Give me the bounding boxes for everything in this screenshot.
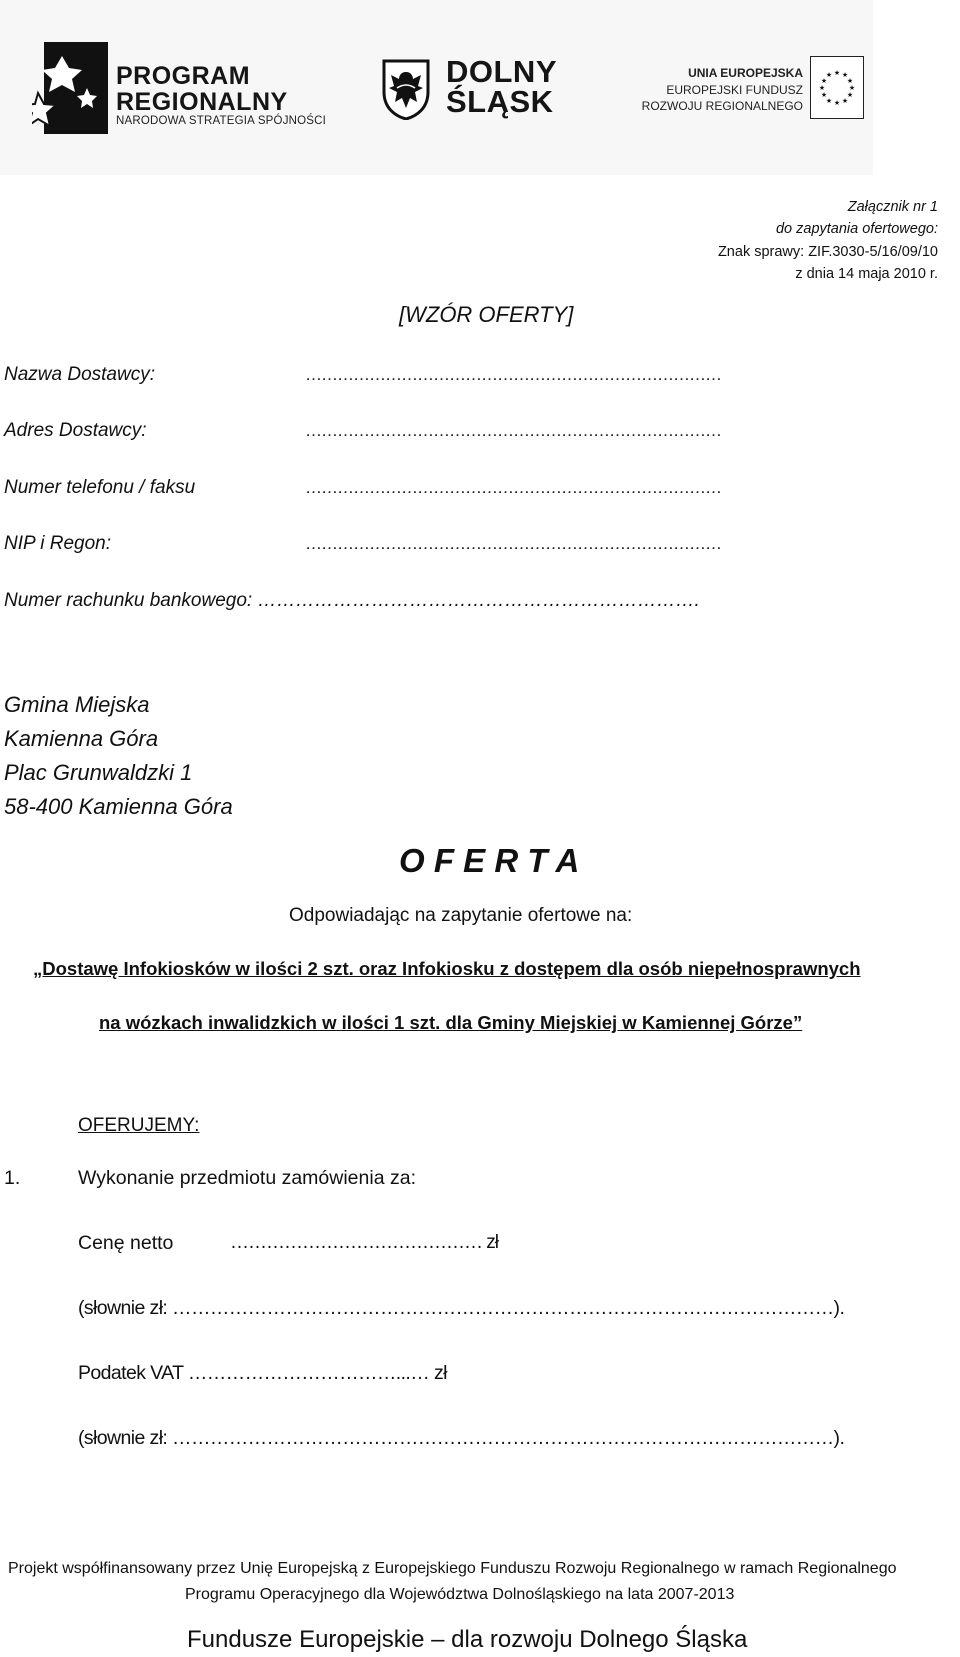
svg-text:★: ★ [825,71,833,79]
eu-title: UNIA EUROPEJSKA [688,66,803,80]
program-title-2: REGIONALNY [116,88,288,116]
eu-fund-2: ROZWOJU REGIONALNEGO [641,99,803,113]
svg-text:★: ★ [841,71,849,79]
template-title: [WZÓR OFERTY] [399,302,574,327]
footer-slogan: Fundusze Europejskie – dla rozwoju Dolnego Śląska [187,1626,748,1653]
vat-words-field[interactable]: (słownie zł: ……………………………………………………………………………………………). [78,1427,845,1449]
svg-text:★: ★ [846,91,854,99]
svg-text:★: ★ [818,84,826,92]
svg-text:★: ★ [848,84,856,92]
header-banner [0,0,873,175]
svg-text:★: ★ [846,77,854,85]
offer-subject-line-1: „Dostawę Infokiosków w ilości 2 szt. oraz Infokiosku z dostępem dla osób niepełnosprawnych [33,958,861,979]
footer-line-1: Projekt współfinansowany przez Unię Europejską z Europejskiego Funduszu Rozwoju Regionalnego w ramach Regionalnego [8,1560,897,1577]
region-name: DOLNY [446,54,557,89]
recipient-line-1: Gmina Miejska [4,692,150,717]
nip-regon-label: NIP i Regon: [4,533,112,554]
phone-fax-label: Numer telefonu / faksu [4,477,196,498]
offer-subject-line-2: na wózkach inwalidzkich w ilości 1 szt. dla Gminy Miejskiej w Kamiennej Górze” [99,1012,803,1033]
svg-text:★: ★ [825,97,833,105]
nip-regon-field[interactable]: …………………………………………………………………… [305,534,721,553]
net-price-words-field[interactable]: (słownie zł: ……………………………………………………………………………………………). [78,1297,845,1319]
supplier-address-label: Adres Dostawcy: [4,420,147,441]
svg-text:★: ★ [833,99,841,107]
recipient-line-3: Plac Grunwaldzki 1 [4,760,193,785]
we-offer-heading: OFERUJEMY: [78,1115,200,1136]
supplier-address-field[interactable]: …………………………………………………………………… [305,421,721,440]
item-number: 1. [4,1167,21,1189]
net-price-label: Cenę netto [78,1232,174,1254]
offer-intro: Odpowiadając na zapytanie ofertowe na: [289,905,633,926]
eu-flag-icon [810,56,864,119]
net-price-field[interactable]: …………………………………… zł [230,1232,498,1253]
case-number: Znak sprawy: ZIF.3030-5/16/09/10 [717,244,938,260]
recipient-line-4: 58-400 Kamienna Góra [4,794,233,819]
program-regionalny-logo [32,38,112,138]
offer-title: O F E R T A [399,842,580,879]
supplier-name-label: Nazwa Dostawcy: [4,364,155,385]
svg-text:★: ★ [833,69,841,77]
footer-line-2: Programu Operacyjnego dla Województwa Dolnośląskiego na lata 2007-2013 [185,1586,735,1603]
bank-account-field[interactable]: Numer rachunku bankowego: ……………………………………………………………. [4,590,700,611]
item-text: Wykonanie przedmiotu zamówienia za: [78,1167,416,1189]
svg-text:★: ★ [820,91,828,99]
annex-line-2: do zapytania ofertowego: [775,221,938,237]
recipient-line-2: Kamienna Góra [4,726,159,751]
region-name-2: ŚLĄSK [446,84,554,119]
svg-text:★: ★ [820,77,828,85]
svg-text:★: ★ [841,97,849,105]
supplier-name-field[interactable]: …………………………………………………………………… [305,365,721,384]
program-subtitle: NARODOWA STRATEGIA SPÓJNOŚCI [116,115,327,127]
phone-fax-field[interactable]: …………………………………………………………………… [305,478,721,497]
annex-line-1: Załącznik nr 1 [847,199,938,215]
annex-date: z dnia 14 maja 2010 r. [795,266,938,282]
eu-fund: EUROPEJSKI FUNDUSZ [666,83,803,97]
program-title: PROGRAM [116,62,251,90]
vat-field[interactable]: Podatek VAT ……………………………...… zł [78,1362,447,1384]
eagle-coat-of-arms-icon [381,58,431,120]
